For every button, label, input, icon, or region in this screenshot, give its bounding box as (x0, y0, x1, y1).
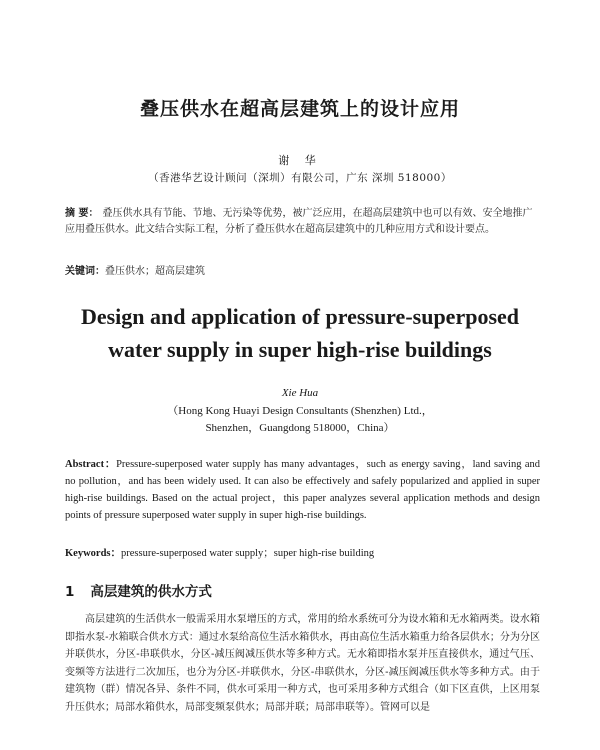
chinese-keywords (65, 262, 540, 277)
section-title: 高层建筑的供水方式 (90, 584, 212, 600)
chinese-abstract (65, 206, 540, 238)
english-abstract (65, 456, 540, 524)
english-title (0, 300, 600, 366)
english-keywords-label: Keywords： (65, 548, 121, 559)
english-title-line-2: water supply in super high-rise buildings (108, 337, 492, 362)
chinese-keywords-label: 关键词： (65, 266, 105, 277)
english-abstract-label: Abstract： (65, 459, 117, 470)
section-1-body (65, 611, 540, 716)
english-affiliation-line-1: （Hong Kong Huayi Design Consultants (Shenzhen) Ltd.， (167, 405, 433, 417)
english-abstract-text: Pressure-superposed water supply has many advantages，such as energy saving，land saving and no pollution，and has been widely used. It can also be effectively and safely popularized and applied in super high-rise buildings. Based on the actual project，this paper analyzes several application methods and design points of pressure superposed water supply in super high-rise buildings. (65, 459, 540, 521)
english-keywords (65, 545, 540, 560)
section-1-heading (65, 580, 212, 600)
english-affiliation-line-2: Shenzhen，Guangdong 518000，China） (205, 422, 395, 434)
english-affiliation (0, 403, 600, 437)
english-author: Xie Hua (281, 387, 319, 399)
chinese-affiliation: （香港华艺设计顾问（深圳）有限公司，广东 深圳 518000） (148, 172, 452, 184)
chinese-keywords-text: 叠压供水；超高层建筑 (105, 266, 205, 277)
english-keywords-text: pressure-superposed water supply；super high-rise building (121, 548, 375, 559)
chinese-abstract-label: 摘 要： (65, 208, 99, 219)
body-paragraph: 高层建筑的生活供水一般需采用水泵增压的方式，常用的给水系统可分为设水箱和无水箱两类。设水箱即指水泵-水箱联合供水方式：通过水泵给高位生活水箱供水，再由高位生活水箱重力给各层供水；分为分区并联供水，分区-串联供水，分区-减压阀减压供水等多种方式。无水箱即指水泵并压直接供水，通过气压、变频等方法进行二次加压，也分为分区-并联供水，分区-串联供水，分区-减压阀减压供水等多种方式。由于建筑物（群）情况各异、条件不同，供水可采用一种方式，也可采用多种方式组合（如下区直供，上区用泵升压供水；局部水箱供水，局部变频泵供水；局部并联；局部串联等）。管网可以是 (65, 614, 540, 713)
chinese-abstract-text: 叠压供水具有节能、节地、无污染等优势，被广泛应用，在超高层建筑中也可以有效、安全地推广应用叠压供水。此文结合实际工程，分析了叠压供水在超高层建筑中的几种应用方式和设计要点。 (65, 208, 533, 235)
chinese-author: 谢 华 (278, 154, 322, 167)
section-number: 1 (65, 584, 75, 600)
english-title-line-1: Design and application of pressure-superposed (80, 304, 520, 329)
chinese-title: 叠压供水在超高层建筑上的设计应用 (139, 98, 460, 120)
